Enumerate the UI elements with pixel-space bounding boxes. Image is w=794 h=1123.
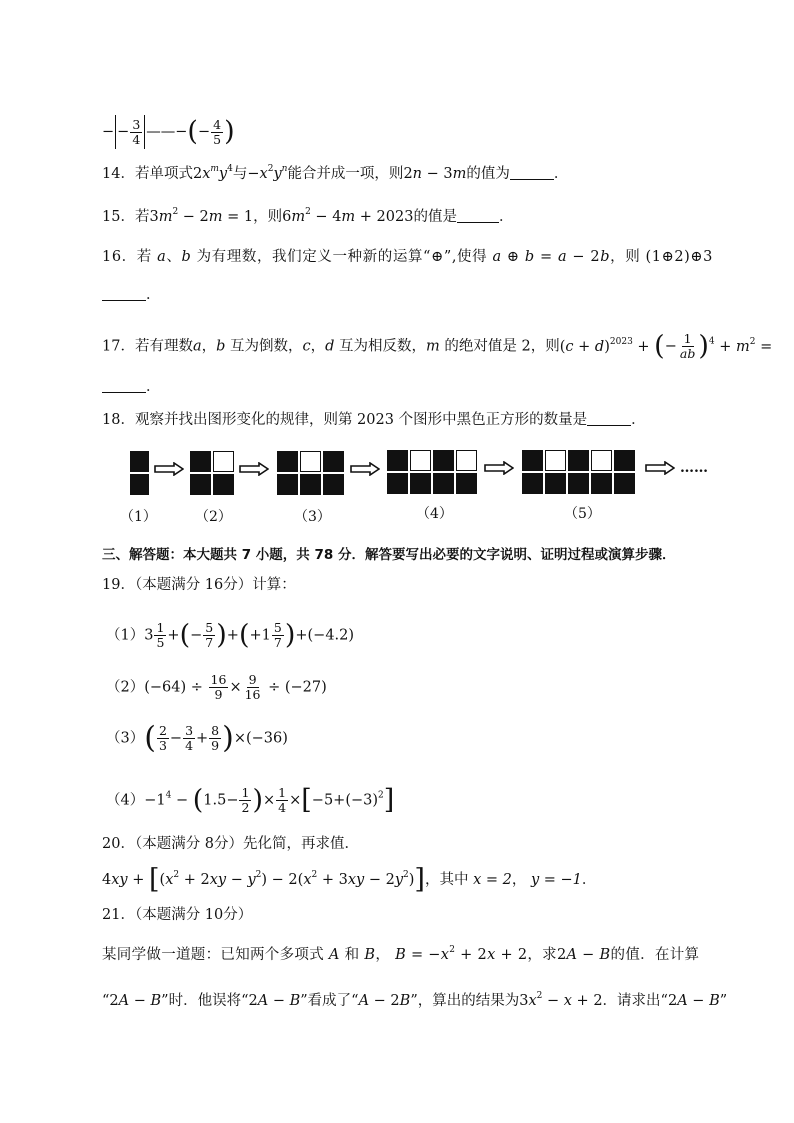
answer-blank[interactable] (102, 286, 146, 301)
white-square (456, 450, 477, 471)
black-square (323, 474, 344, 495)
fraction: $\frac{1}{ab}$ (679, 331, 696, 361)
black-square (433, 450, 454, 471)
answer-blank[interactable] (510, 165, 554, 180)
figure-label: （5） (564, 506, 601, 522)
ellipsis: …… (680, 460, 708, 476)
question-14: 14．若单项式$2x^my^4$与$-x^2y^n$能合并成一项，则2n − 3m的值为 ． (102, 164, 569, 182)
question-18: 18．观察并找出图形变化的规律，则第 2023 个图形中黑色正方形的数量是 ． (102, 412, 646, 428)
black-square (387, 450, 408, 471)
q19-part-2: （2）(−64) ÷ $\frac{16}{9}$ × $\frac{9}{16}$ ÷ (−27) (106, 672, 327, 702)
q19-part-1: （1）3 $\frac{1}{5}$ +(− $\frac{5}{7}$ )+(+1 $\frac{5}{7}$ )+(−4.2) (106, 619, 355, 651)
answer-blank[interactable] (457, 208, 499, 223)
q19-part-3: （3）( $\frac{2}{3}$ − $\frac{3}{4}$ + $\frac{8}{9}$ )×(−36) (106, 720, 288, 756)
question-17: 17．若有理数a，b 互为倒数，c，d 互为相反数，m 的绝对值是 2，则$(c + d)^{2023}$ + (− $\frac{1}{ab}$ )$^4 + m^2$ = (102, 330, 773, 362)
black-square (277, 451, 298, 472)
question-16-answer: ． (102, 285, 161, 305)
white-square (545, 450, 566, 471)
question-21-header: 21．（本题满分 10分） (102, 907, 253, 923)
white-square (410, 450, 431, 471)
black-square (456, 473, 477, 494)
black-square (522, 473, 543, 494)
question-15: 15．若$3m^2 - 2m = 1$，则$6m^2 - 4m + 2023$的值是 ． (102, 207, 514, 225)
question-20-expression: $4xy + [(x^2 + 2xy - y^2) - 2(x^2 + 3xy - 2y^2)]$，其中 x = 2， y = −1． (102, 864, 597, 895)
section-heading: 三、解答题：本大题共 7 小题，共 78 分．解答要写出必要的文字说明、证明过程或演算步骤． (102, 547, 676, 563)
black-square (614, 473, 635, 494)
arrow-right-icon (484, 461, 514, 475)
arrow-right-icon (350, 462, 380, 476)
black-square (130, 451, 149, 472)
black-square (410, 473, 431, 494)
question-21-line-2: “2A − B”时．他误将“2A − B”看成了“A − 2B”，算出的结果为$3x^2 - x + 2$．请求出“2A − B” (102, 991, 728, 1009)
top-expression: − − $\frac{3}{4}$ ——−(− $\frac{4}{5}$ ) (102, 116, 235, 147)
black-square (522, 450, 543, 471)
question-20-header: 20．（本题满分 8分）先化简，再求值． (102, 836, 360, 852)
black-square (130, 474, 149, 495)
black-square (545, 473, 566, 494)
black-square (190, 474, 211, 495)
figure-label: （3） (294, 509, 331, 525)
figure-label: （1） (120, 509, 157, 525)
answer-blank[interactable] (102, 378, 146, 393)
black-square (568, 450, 589, 471)
white-square (300, 451, 321, 472)
black-square (190, 451, 211, 472)
fraction: $\frac{4}{5}$ (213, 116, 222, 147)
arrow-right-icon (645, 461, 675, 475)
question-16: 16．若 a、b 为有理数，我们定义一种新的运算“⊕”,使得 a ⊕ b = a − 2b，则 (1⊕2)⊕3 (102, 249, 714, 265)
black-square (277, 474, 298, 495)
question-17-answer: ． (102, 377, 161, 397)
arrow-right-icon (239, 462, 269, 476)
question-19-header: 19．（本题满分 16分）计算： (102, 577, 296, 593)
fraction: $\frac{3}{4}$ (132, 116, 141, 147)
black-square (433, 473, 454, 494)
black-square (300, 474, 321, 495)
white-square (591, 450, 612, 471)
black-square (323, 451, 344, 472)
figure-label: （4） (416, 506, 453, 522)
black-square (387, 473, 408, 494)
black-square (568, 473, 589, 494)
question-21-line-1: 某同学做一道题：已知两个多项式 A 和 B， $B = -x^2 + 2x + 2$，求2A − B的值．在计算 (102, 945, 700, 963)
q19-part-4: $(4)-1^4 - (1.5-$ $\frac{1}{2}$ )× $\frac{1}{4}$ $\times[-5+(-3)^2]$ (106, 784, 395, 816)
black-square (614, 450, 635, 471)
white-square (213, 451, 234, 472)
answer-blank[interactable] (587, 411, 631, 426)
arrow-right-icon (154, 462, 184, 476)
figure-label: （2） (195, 509, 232, 525)
black-square (213, 474, 234, 495)
black-square (591, 473, 612, 494)
